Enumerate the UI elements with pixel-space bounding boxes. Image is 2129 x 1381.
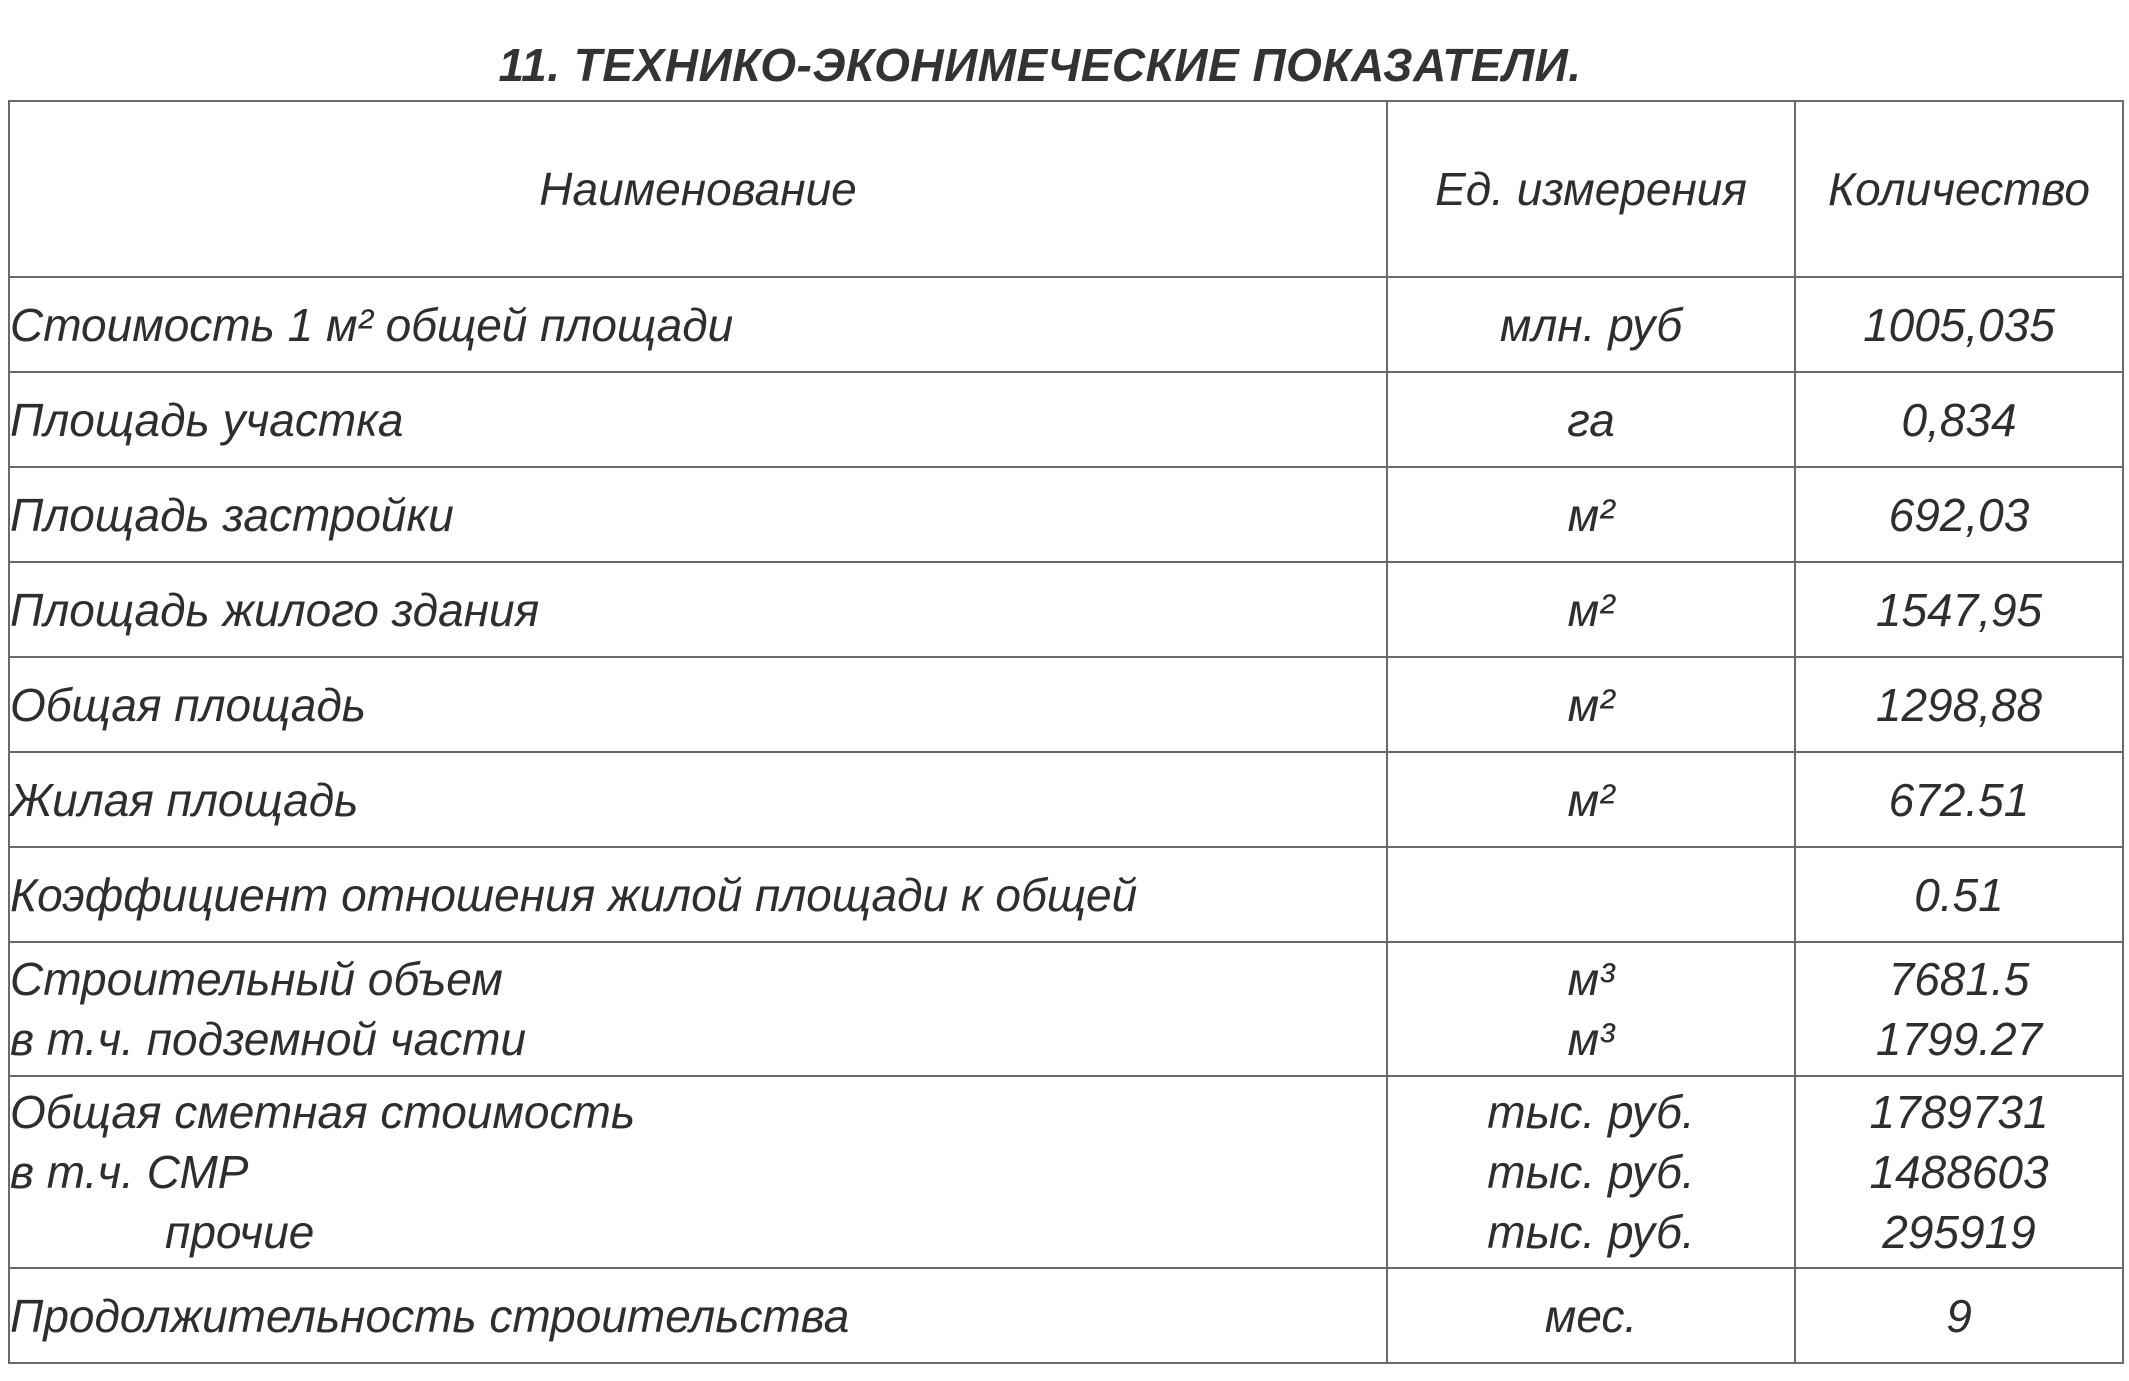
row-qty: 1005,035 [1795,277,2123,372]
column-header-name: Наименование [9,101,1387,277]
row-qty: 692,03 [1795,467,2123,562]
table-row [9,277,2123,372]
row-unit-line: тыс. руб. [1487,1086,1695,1138]
row-unit-line: м³ [1567,1013,1615,1065]
table-row [9,847,2123,942]
row-name: Жилая площадь [9,752,1387,847]
row-qty-line: 7681.5 [1888,953,2030,1005]
row-unit: мес. [1387,1268,1795,1363]
page-title: 11. ТЕХНИКО-ЭКОНИМЕЧЕСКИЕ ПОКАЗАТЕЛИ. [498,39,1582,91]
row-name-line: в т.ч. СМР [10,1146,249,1198]
table-row [9,562,2123,657]
row-qty [1795,942,2123,1076]
row-unit: млн. руб [1387,277,1795,372]
row-unit: м² [1387,467,1795,562]
column-header-qty: Количество [1795,101,2123,277]
row-qty-line: 1488603 [1869,1146,2049,1198]
table-row [9,1076,2123,1268]
row-name: Площадь жилого здания [9,562,1387,657]
table-row [9,752,2123,847]
row-qty: 0,834 [1795,372,2123,467]
row-name-line: в т.ч. подземной части [10,1013,527,1065]
row-unit [1387,942,1795,1076]
row-qty: 1298,88 [1795,657,2123,752]
row-name [9,1076,1387,1268]
row-qty: 1547,95 [1795,562,2123,657]
row-unit: м² [1387,752,1795,847]
row-unit: м² [1387,657,1795,752]
column-header-unit: Ед. измерения [1387,101,1795,277]
row-unit-line: м³ [1567,953,1615,1005]
table-row [9,942,2123,1076]
row-unit: м² [1387,562,1795,657]
table-row [9,657,2123,752]
row-name: Коэффициент отношения жилой площади к общей [9,847,1387,942]
row-qty: 0.51 [1795,847,2123,942]
row-name: Площадь участка [9,372,1387,467]
row-name: Общая площадь [9,657,1387,752]
row-qty: 672.51 [1795,752,2123,847]
table-row [9,1268,2123,1363]
row-name: Площадь застройки [9,467,1387,562]
row-qty-line: 1799.27 [1875,1013,2043,1065]
row-name-line: прочие [165,1206,315,1258]
row-qty-line: 295919 [1882,1206,2036,1258]
row-name: Стоимость 1 м² общей площади [9,277,1387,372]
row-unit [1387,1076,1795,1268]
row-name: Продолжительность строительства [9,1268,1387,1363]
row-qty [1795,1076,2123,1268]
row-name [9,942,1387,1076]
row-qty: 9 [1795,1268,2123,1363]
row-unit: га [1387,372,1795,467]
row-qty-line: 1789731 [1869,1086,2049,1138]
table-row [9,467,2123,562]
row-unit-line: тыс. руб. [1487,1206,1695,1258]
table-header-row [9,101,2123,277]
row-unit-line: тыс. руб. [1487,1146,1695,1198]
row-name-line: Общая сметная стоимость [10,1086,636,1138]
table-row [9,372,2123,467]
row-name-line: Строительный объем [10,953,503,1005]
indicators-table [8,100,2124,1364]
row-unit [1387,847,1795,942]
